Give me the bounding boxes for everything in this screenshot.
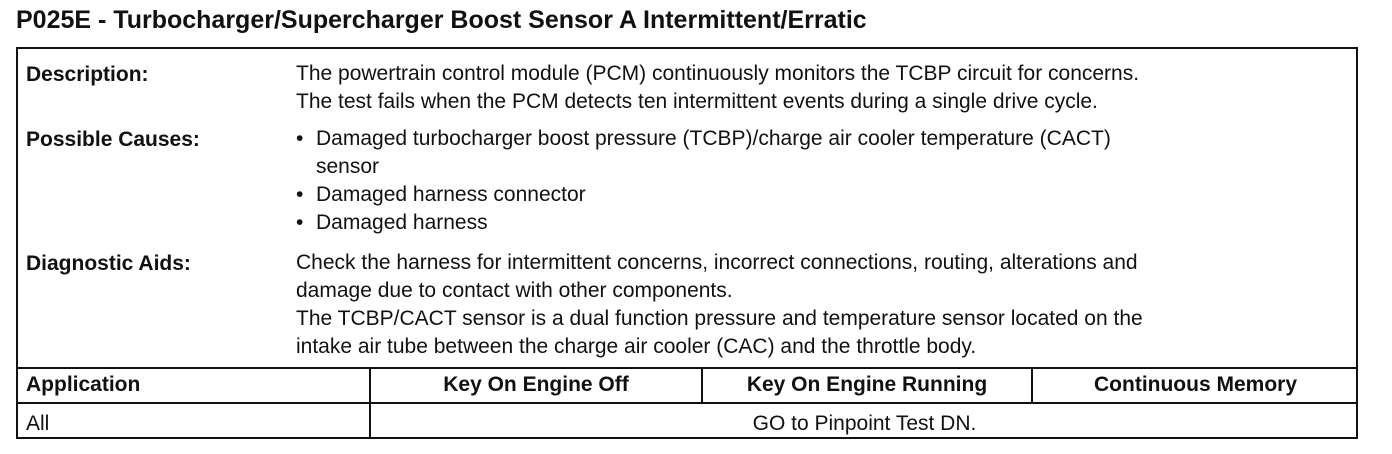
table-header-top-border <box>16 367 1358 369</box>
bullet-icon: • <box>296 211 304 234</box>
description-line-1: The powertrain control module (PCM) continuously monitors the TCBP circuit for concerns. <box>296 62 1140 85</box>
header-key-on-engine-off: Key On Engine Off <box>443 373 629 396</box>
bullet-icon: • <box>296 127 304 150</box>
diagnostic-aids-line-2: damage due to contact with other components. <box>296 279 733 302</box>
cause-item <box>296 125 1111 153</box>
diagnostic-aids-line-1: Check the harness for intermittent concerns, incorrect connections, routing, alterations and <box>296 251 1138 274</box>
cause-text: Damaged harness <box>316 211 488 234</box>
row-action: GO to Pinpoint Test DN. <box>752 412 977 435</box>
header-application: Application <box>26 373 141 396</box>
cause-text: sensor <box>316 155 380 178</box>
description-line-2: The test fails when the PCM detects ten intermittent events during a single drive cycle. <box>296 90 1098 113</box>
description-label: Description: <box>26 63 149 86</box>
diagnostic-aids-line-4: intake air tube between the charge air cooler (CAC) and the throttle body. <box>296 335 977 358</box>
cause-item <box>296 209 488 237</box>
diagnostic-aids-line-3: The TCBP/CACT sensor is a dual function pressure and temperature sensor located on the <box>296 307 1143 330</box>
bullet-icon: • <box>296 183 304 206</box>
cause-item-continued <box>296 153 379 181</box>
row-application: All <box>26 412 50 435</box>
header-key-on-engine-running: Key On Engine Running <box>746 373 988 396</box>
header-continuous-memory: Continuous Memory <box>1094 373 1297 396</box>
cause-text: Damaged turbocharger boost pressure (TCBP)/charge air cooler temperature (CACT) <box>316 127 1111 150</box>
page-title: P025E - Turbocharger/Supercharger Boost Sensor A Intermittent/Erratic <box>16 6 867 34</box>
diagnostic-aids-label: Diagnostic Aids: <box>26 252 191 275</box>
cause-text: Damaged harness connector <box>316 183 586 206</box>
possible-causes-label: Possible Causes: <box>26 128 200 151</box>
table-header-bottom-border <box>16 402 1358 404</box>
cause-item <box>296 181 586 209</box>
